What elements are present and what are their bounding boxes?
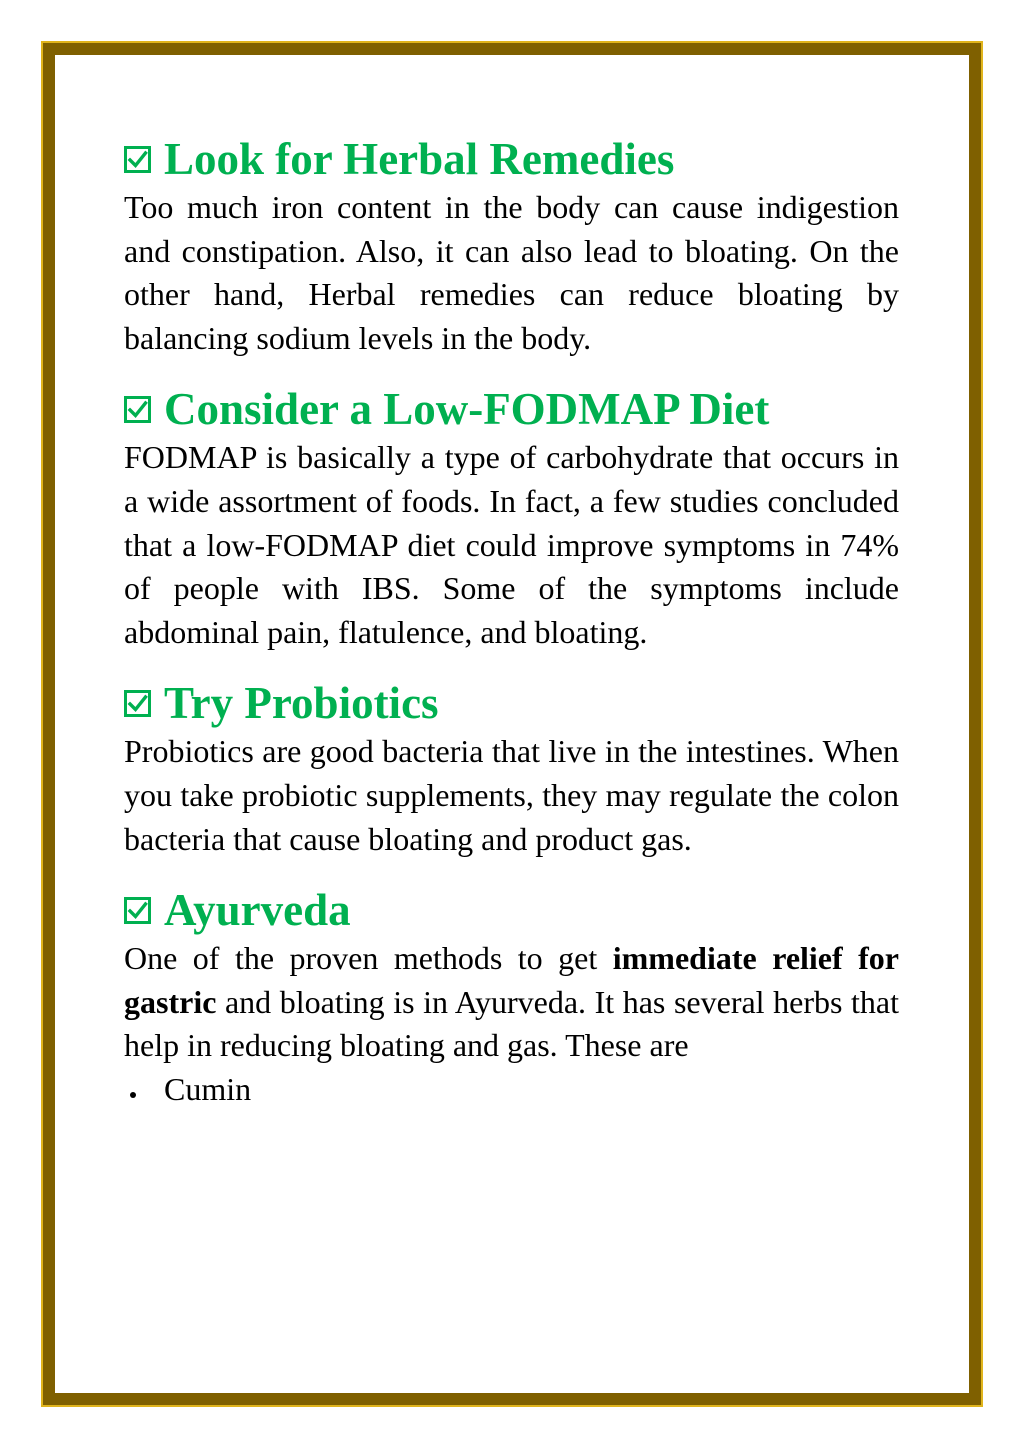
section-heading — [124, 132, 899, 186]
section-heading-text: Ayurveda — [164, 885, 351, 936]
body-bold-text: immediate relief for gastric — [124, 940, 900, 1020]
section-heading — [124, 883, 899, 937]
checkbox-checked-icon — [124, 146, 151, 173]
list-item — [124, 1068, 899, 1112]
section-body: FODMAP is basically a type of carbohydrate that occurs in a wide assortment of foods. In fact, a few studies concluded that a low-FODMAP diet could improve symptoms in 74% of people with IBS. Some of the symptoms include abdominal pain, flatulence, and bloating. — [124, 439, 899, 650]
list-item-text: Cumin — [164, 1070, 252, 1107]
section-heading-text: Try Probiotics — [164, 678, 439, 729]
section-herbal-remedies — [124, 132, 899, 360]
section-body: Too much iron content in the body can cause indigestion and constipation. Also, it can also lead to bloating. On the other hand, Herbal remedies can reduce bloating by balancing sodium levels in the body. — [124, 189, 899, 356]
section-heading-text: Look for Herbal Remedies — [164, 134, 675, 184]
section-heading — [124, 382, 899, 436]
section-body — [124, 937, 899, 1068]
body-text: One of the proven methods to get — [124, 940, 613, 977]
section-body: Probiotics are good bacteria that live in the intestines. When you take probiotic supplements, they may regulate the colon bacteria that cause bloating and product gas. — [124, 733, 899, 857]
section-probiotics — [124, 676, 899, 861]
body-text: and bloating is in Ayurveda. It has several herbs that help in reducing bloating and gas. These are — [124, 983, 899, 1064]
section-heading-text: Consider a Low-FODMAP Diet — [164, 384, 770, 435]
document-content — [124, 132, 899, 1134]
section-low-fodmap — [124, 382, 899, 654]
checkbox-checked-icon — [124, 690, 151, 717]
bullet-icon — [130, 1092, 136, 1098]
checkbox-checked-icon — [124, 897, 151, 924]
herb-list — [124, 1068, 899, 1112]
section-ayurveda — [124, 883, 899, 1111]
checkbox-checked-icon — [124, 396, 151, 423]
section-heading — [124, 676, 899, 730]
